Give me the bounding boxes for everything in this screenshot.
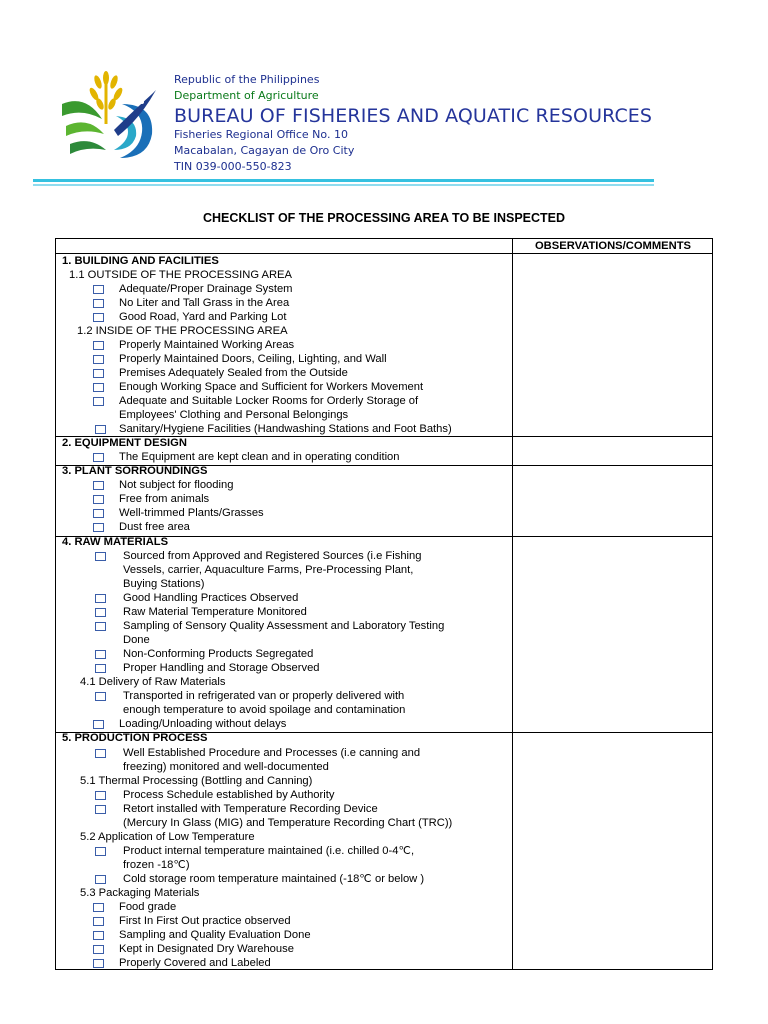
subsection-heading: 1.2 INSIDE OF THE PROCESSING AREA [77,325,288,337]
section-heading: 5. PRODUCTION PROCESS [62,732,208,744]
subsection-heading: 1.1 OUTSIDE OF THE PROCESSING AREA [69,269,292,281]
column-divider [512,239,513,970]
checklist-item-label: Adequate and Suitable Locker Rooms for Orderly Storage of [119,395,419,407]
checkbox[interactable] [93,299,104,308]
checklist-item-label: Buying Stations) [123,578,205,590]
checklist-item-label: Kept in Designated Dry Warehouse [119,943,294,955]
checklist-item-label: First In First Out practice observed [119,915,291,927]
checklist-item-label: Transported in refrigerated van or properly delivered with [123,690,405,702]
checkbox[interactable] [93,720,104,729]
checklist-item-label: Raw Material Temperature Monitored [123,606,307,618]
checkbox[interactable] [93,917,104,926]
checklist-item-label: Not subject for flooding [119,479,234,491]
header-separator [56,253,712,254]
checklist-item-label: Enough Working Space and Sufficient for Workers Movement [119,381,424,393]
header-rule-secondary [33,184,654,186]
checkbox[interactable] [93,285,104,294]
subsection-heading: 5.3 Packaging Materials [80,887,200,899]
checkbox[interactable] [95,692,106,701]
checklist-item-label: Well-trimmed Plants/Grasses [119,507,264,519]
checkbox[interactable] [93,959,104,968]
checkbox[interactable] [93,453,104,462]
checklist-item-label: freezing) monitored and well-documented [123,761,329,773]
checklist-title: CHECKLIST OF THE PROCESSING AREA TO BE INSPECTED [202,211,566,225]
checkbox[interactable] [95,608,106,617]
checkbox[interactable] [93,523,104,532]
section-heading: 2. EQUIPMENT DESIGN [62,437,187,449]
checkbox[interactable] [95,847,106,856]
checkbox[interactable] [95,791,106,800]
checkbox[interactable] [93,397,104,406]
checkbox[interactable] [95,875,106,884]
checklist-item-label: The Equipment are kept clean and in operating condition [119,451,400,463]
checklist-item-label: Properly Maintained Doors, Ceiling, Lighting, and Wall [119,353,387,365]
checkbox[interactable] [93,495,104,504]
checkbox[interactable] [93,481,104,490]
bureau-name: BUREAU OF FISHERIES AND AQUATIC RESOURCES [174,105,653,127]
checklist-item-label: Loading/Unloading without delays [119,718,287,730]
subsection-heading: 4.1 Delivery of Raw Materials [80,676,226,688]
checkbox[interactable] [93,903,104,912]
checklist-item-label: Well Established Procedure and Processes (i.e canning and [123,747,421,759]
republic-text: Republic of the Philippines [174,73,320,86]
header-rule [33,179,654,182]
checkbox[interactable] [95,749,106,758]
checklist-item-label: Free from animals [119,493,210,505]
checklist-item-label: Premises Adequately Sealed from the Outside [119,367,348,379]
checklist-item-label: Employees' Clothing and Personal Belongings [119,409,349,421]
checklist-item-label: Non-Conforming Products Segregated [123,648,314,660]
checkbox[interactable] [95,664,106,673]
subsection-heading: 5.2 Application of Low Temperature [80,831,255,843]
tin-text: TIN 039-000-550-823 [174,160,292,173]
checkbox[interactable] [95,552,106,561]
observations-column-header: OBSERVATIONS/COMMENTS [534,240,691,252]
checklist-item-label: Properly Covered and Labeled [119,957,271,969]
checklist-item-label: Vessels, carrier, Aquaculture Farms, Pre-Processing Plant, [123,564,414,576]
checklist-item-label: Process Schedule established by Authority [123,789,335,801]
checkbox[interactable] [93,355,104,364]
checkbox[interactable] [93,931,104,940]
subsection-heading: 5.1 Thermal Processing (Bottling and Canning) [80,775,313,787]
checklist-item-label: Sanitary/Hygiene Facilities (Handwashing Stations and Foot Baths) [119,423,452,435]
checklist-item-label: Product internal temperature maintained (i.e. chilled 0-4℃, [123,845,415,857]
checklist-item-label: (Mercury In Glass (MIG) and Temperature Recording Chart (TRC)) [123,817,453,829]
regional-office-text: Fisheries Regional Office No. 10 [174,128,348,141]
checkbox[interactable] [93,341,104,350]
checkbox[interactable] [95,594,106,603]
checklist-table [55,238,713,970]
checklist-item-label: Good Road, Yard and Parking Lot [119,311,287,323]
section-heading: 1. BUILDING AND FACILITIES [62,255,219,267]
checkbox[interactable] [93,369,104,378]
checklist-item-label: Adequate/Proper Drainage System [119,283,293,295]
checkbox[interactable] [95,425,106,434]
checklist-item-label: frozen -18℃) [123,859,190,871]
checkbox[interactable] [95,650,106,659]
checkbox[interactable] [93,313,104,322]
section-heading: 4. RAW MATERIALS [62,536,169,548]
checklist-item-label: Food grade [119,901,177,913]
checklist-item-label: Retort installed with Temperature Recording Device [123,803,378,815]
checklist-item-label: Dust free area [119,521,190,533]
checkbox[interactable] [95,805,106,814]
checklist-item-label: Properly Maintained Working Areas [119,339,295,351]
checkbox[interactable] [93,945,104,954]
checklist-item-label: Good Handling Practices Observed [123,592,299,604]
checklist-item-label: Sampling of Sensory Quality Assessment and Laboratory Testing [123,620,445,632]
section-heading: 3. PLANT SORROUNDINGS [62,465,208,477]
checklist-item-label: Sampling and Quality Evaluation Done [119,929,311,941]
department-text: Department of Agriculture [174,89,319,102]
bfar-logo [56,64,164,164]
checklist-item-label: Sourced from Approved and Registered Sources (i.e Fishing [123,550,422,562]
checklist-item-label: Done [123,634,150,646]
checklist-item-label: No Liter and Tall Grass in the Area [119,297,290,309]
checkbox[interactable] [95,622,106,631]
checklist-item-label: enough temperature to avoid spoilage and contamination [123,704,406,716]
checklist-item-label: Proper Handling and Storage Observed [123,662,320,674]
address-text: Macabalan, Cagayan de Oro City [174,144,355,157]
checkbox[interactable] [93,509,104,518]
checklist-item-label: Cold storage room temperature maintained (-18℃ or below ) [123,873,425,885]
checkbox[interactable] [93,383,104,392]
